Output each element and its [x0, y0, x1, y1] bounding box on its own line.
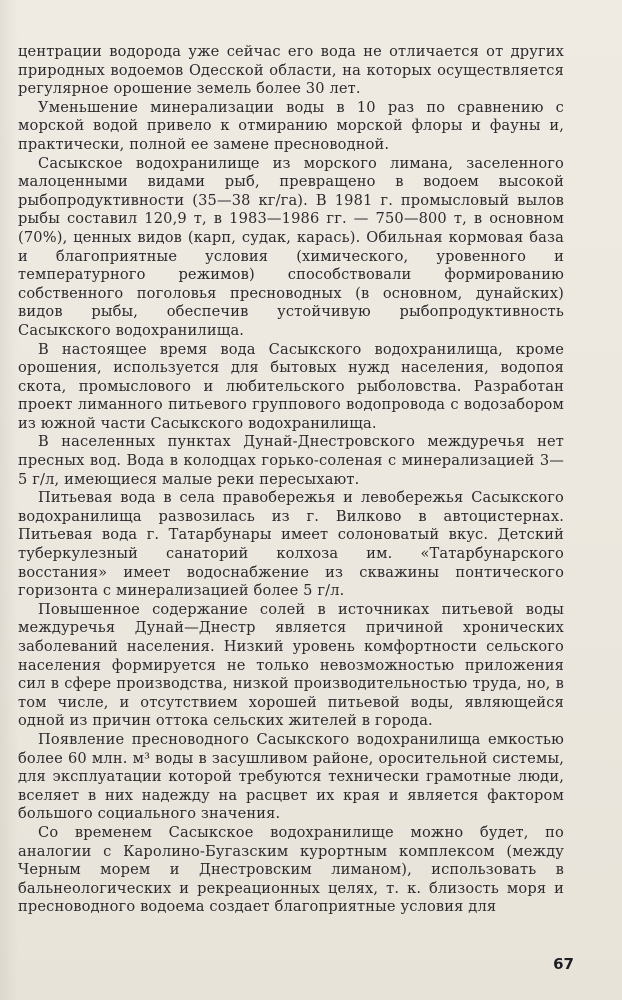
paragraph-3: Сасыкское водохранилище из морского лимана, заселенного малоценными видами рыб, превращено в водоем высокой рыбопродуктивности (35—38 кг/га). В 1981 г. промысловый вылов рыбы составил 120,9 т, в 1983—1986 гг. — 750—800 т, в основном (70%), ценных видов (карп, судак, карась). Обильная кормовая база и благоприятные условия (химического, уровенного и температурного режимов) способствовали формированию собственного поголовья пресноводных (в основном, дунайских) видов рыбы, обеспечив устойчивую рыбопродуктивность Сасыкского водохранилища.: [18, 154, 564, 339]
paragraph-2: Уменьшение минерализации воды в 10 раз по сравнению с морской водой привело к отмиранию морской флоры и фауны и, практически, полной ее замене пресноводной.: [18, 98, 564, 153]
paragraph-8: Появление пресноводного Сасыкского водохранилища емкостью более 60 млн. м³ воды в засушливом районе, оросительной системы, для эксплуатации которой требуются технически грамотные люди, вселяет в них надежду на расцвет их края и является фактором большого социального значения.: [18, 730, 564, 823]
paragraph-6: Питьевая вода в села правобережья и левобережья Сасыкского водохранилища развозилась из г. Вилково в автоцистернах. Питьевая вода г. Татарбунары имеет солоноватый вкус. Детский туберкулезный санаторий колхоза им. «Татарбунарского восстания» имеет водоснабжение из скважины понтического горизонта с минерализацией более 5 г/л.: [18, 489, 564, 600]
paragraph-1: центрации водорода уже сейчас его вода не отличается от других природных водоемов Одесской области, на которых осуществляется регулярное орошение земель более 30 лет.: [18, 43, 564, 98]
paragraph-5: В населенных пунктах Дунай-Днестровского междуречья нет пресных вод. Вода в колодцах горько-соленая с минерализацией 3—5 г/л, имеющиеся малые реки пересыхают.: [18, 433, 564, 488]
paragraph-9: Со временем Сасыкское водохранилище можно будет, по аналогии с Каролино-Бугазским курортным комплексом (между Черным морем и Днестровским лиманом), использовать в бальнеологических и рекреационных целях, т. к. близость моря и пресноводного водоема создает благоприятные условия для: [18, 823, 564, 916]
paragraph-4: В настоящее время вода Сасыкского водохранилища, кроме орошения, используется для бытовых нужд населения, водопоя скота, промыслового и любительского рыболовства. Разработан проект лиманного питьевого группового водопровода с водозабором из южной части Сасыкского водохранилища.: [18, 340, 564, 432]
paragraph-7: Повышенное содержание солей в источниках питьевой воды междуречья Дунай—Днестр является причиной хронических заболеваний населения. Низкий уровень комфортности сельского населения формируется не только невозможностью приложения сил в сфере производства, низкой производительностью труда, но, в том числе, и отсутствием хорошей питьевой воды, являющейся одной из причин оттока сельских жителей в города.: [18, 600, 564, 730]
body-text: [18, 43, 564, 917]
page-number: 67: [553, 955, 574, 973]
